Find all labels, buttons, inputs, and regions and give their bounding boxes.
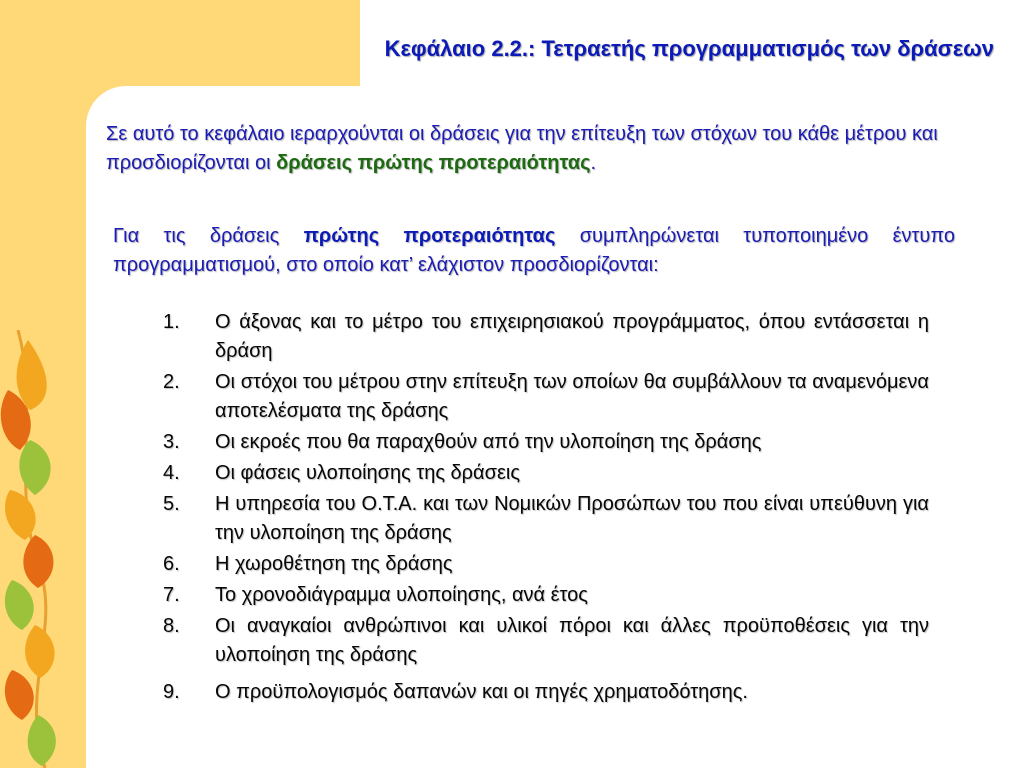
list-item-number: 5. (163, 493, 180, 515)
list-item (163, 581, 929, 610)
list-item-number: 4. (163, 462, 180, 484)
list-item (163, 459, 929, 488)
list-item-text: Η χωροθέτηση της δράσης (215, 553, 453, 575)
list-item (163, 678, 929, 707)
leaves-decoration-icon (0, 330, 86, 768)
priority-text-after: συμπληρώνεται τυποποιημένο έντυπο προγραμματισμού, στο οποίο κατ’ ελάχιστον προσδιορίζονται: (113, 225, 955, 276)
action-list (163, 308, 929, 709)
list-item (163, 550, 929, 579)
priority-paragraph (113, 222, 955, 280)
list-item-text: Το χρονοδιάγραμμα υλοποίησης, ανά έτος (215, 584, 588, 606)
list-item (163, 612, 929, 670)
list-item-text: Ο άξονας και το μέτρο του επιχειρησιακού προγράμματος, όπου εντάσσεται η δράση (215, 311, 929, 362)
list-item-number: 1. (163, 311, 180, 333)
intro-highlight: δράσεις πρώτης προτεραιότητας (276, 152, 591, 174)
list-item-number: 9. (163, 681, 180, 703)
list-item-text: Οι φάσεις υλοποίησης της δράσεις (215, 462, 520, 484)
list-item-number: 7. (163, 584, 180, 606)
list-item-text: Οι εκροές που θα παραχθούν από την υλοποίηση της δράσης (215, 431, 762, 453)
list-item-text: Οι αναγκαίοι ανθρώπινοι και υλικοί πόροι και άλλες προϋποθέσεις για την υλοποίηση της δράσης (215, 615, 929, 666)
list-item (163, 490, 929, 548)
intro-text-before: Σε αυτό το κεφάλαιο ιεραρχούνται οι δράσεις για την επίτευξη των στόχων του κάθε μέτρου και προσδιορίζονται οι (106, 123, 938, 174)
list-item-number: 6. (163, 553, 180, 575)
slide-title: Κεφάλαιο 2.2.: Τετραετής προγραμματισμός των δράσεων (384, 36, 994, 61)
list-item (163, 308, 929, 366)
priority-text-before: Για τις δράσεις (113, 225, 304, 247)
list-item-number: 2. (163, 371, 180, 393)
background-top-band (0, 0, 360, 86)
list-item (163, 368, 929, 426)
list-item-number: 8. (163, 615, 180, 637)
list-item (163, 428, 929, 457)
list-item-text: Ο προϋπολογισμός δαπανών και οι πηγές χρηματοδότησης. (215, 681, 748, 703)
list-item-number: 3. (163, 431, 180, 453)
priority-highlight: πρώτης προτεραιότητας (303, 225, 556, 247)
list-item-text: Η υπηρεσία του Ο.Τ.Α. και των Νομικών Προσώπων του που είναι υπεύθυνη για την υλοποίηση της δράσης (215, 493, 929, 544)
list-item-text: Οι στόχοι του μέτρου στην επίτευξη των οποίων θα συμβάλλουν τα αναμενόμενα αποτελέσματα της δράσης (215, 371, 929, 422)
intro-paragraph (106, 120, 986, 178)
intro-text-after: . (590, 152, 597, 174)
